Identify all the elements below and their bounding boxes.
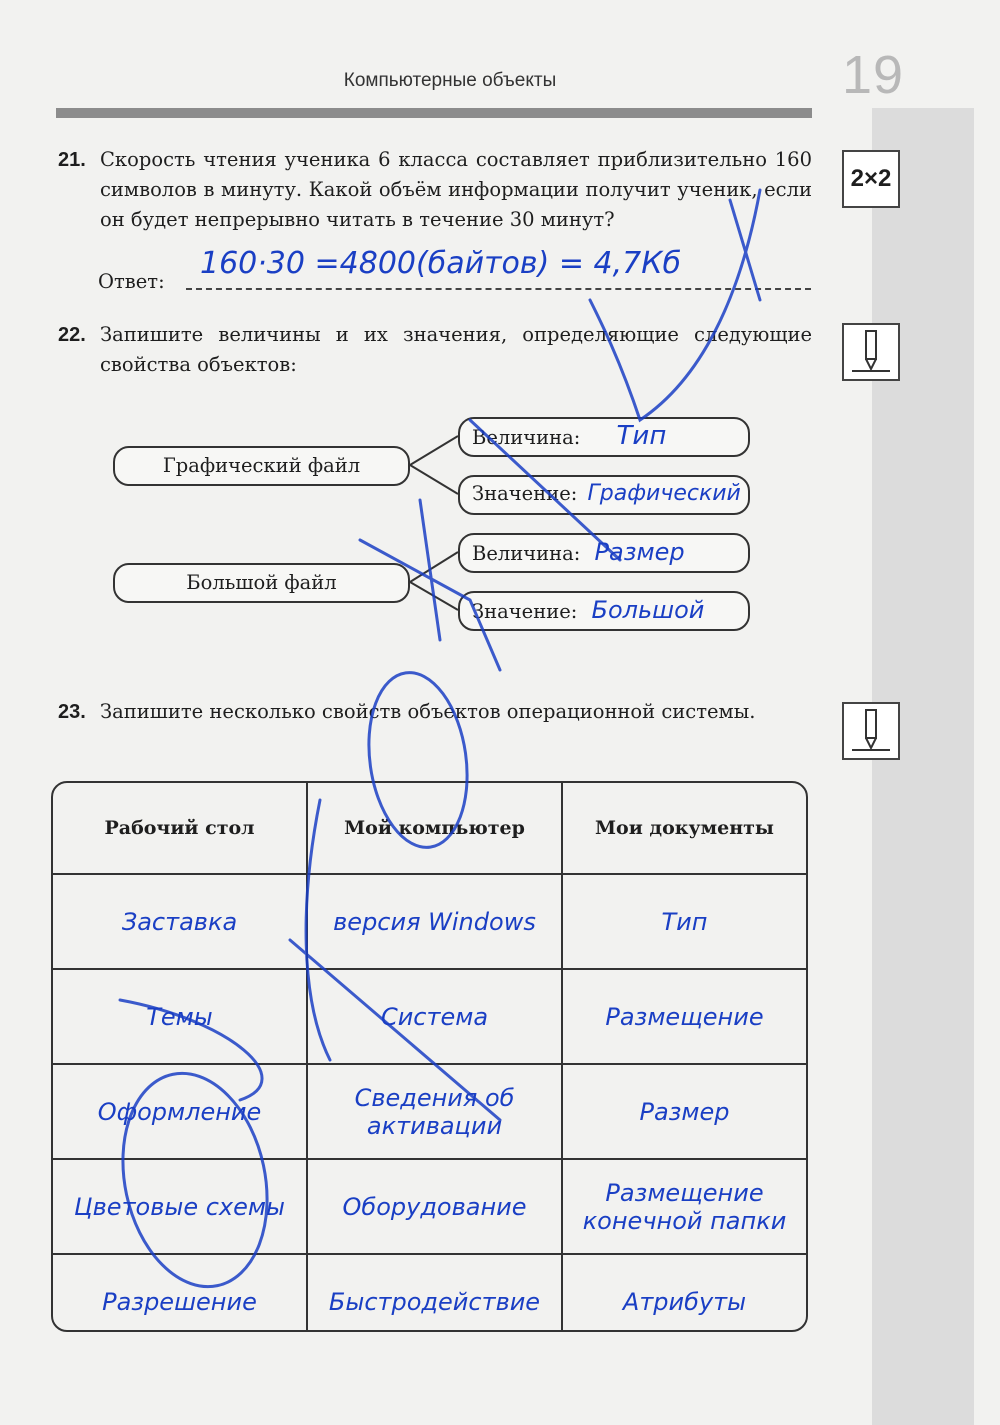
task-23-text: Запишите несколько свойств объектов операционной системы. <box>100 700 756 723</box>
value-handwritten: Графический <box>587 481 741 506</box>
page-number: 19 <box>842 45 905 105</box>
table-cell: Размещение конечной папки <box>562 1159 806 1254</box>
table-cell: Быстродействие <box>307 1254 562 1332</box>
table-cell: Тип <box>562 874 806 969</box>
running-header: Компьютерные объекты <box>343 70 557 91</box>
quantity-handwritten: Тип <box>616 421 667 451</box>
column-header: Мой компьютер <box>307 783 562 874</box>
object-box-graphic-file: Графический файл <box>113 446 410 486</box>
task-23-number: 23. <box>58 701 86 723</box>
table-cell: Оборудование <box>307 1159 562 1254</box>
table-cell: Размещение <box>562 969 806 1064</box>
task-22-text: Запишите величины и их значения, определяющие следующие свойства объектов: <box>100 323 812 376</box>
object-box-big-file: Большой файл <box>113 563 410 603</box>
task-22-number: 22. <box>58 324 86 346</box>
column-header: Мои документы <box>562 783 806 874</box>
table-cell: версия Windows <box>307 874 562 969</box>
value-handwritten: Большой <box>591 596 705 624</box>
task-21-text: Скорость чтения ученика 6 класса составляет приблизительно 160 символов в минуту. Какой объём информации получит ученик, если он будет непрерывно читать в течение 30 минут? <box>100 148 812 231</box>
table-cell: Размер <box>562 1064 806 1159</box>
table-cell: Цветовые схемы <box>53 1159 307 1254</box>
table-cell: Система <box>307 969 562 1064</box>
task-21-number: 21. <box>58 149 86 171</box>
column-header: Рабочий стол <box>53 783 307 874</box>
badge-text: 2×2 <box>850 165 892 192</box>
answer-handwritten: 160·30 =4800(байтов) = 4,7Кб <box>200 246 682 281</box>
table-cell: Оформление <box>53 1064 307 1159</box>
quantity-handwritten: Размер <box>594 538 685 566</box>
quantity-label: Величина: <box>472 542 581 565</box>
table-cell: Темы <box>53 969 307 1064</box>
table-cell: Атрибуты <box>622 1287 747 1316</box>
value-label: Значение: <box>472 600 578 623</box>
quantity-label: Величина: <box>472 426 581 449</box>
value-label: Значение: <box>472 482 578 505</box>
table-cell: Сведения об активации <box>307 1064 562 1159</box>
table-cell: Заставка <box>53 874 307 969</box>
table-cell: Разрешение <box>53 1254 307 1332</box>
answer-label: Ответ: <box>98 270 165 293</box>
